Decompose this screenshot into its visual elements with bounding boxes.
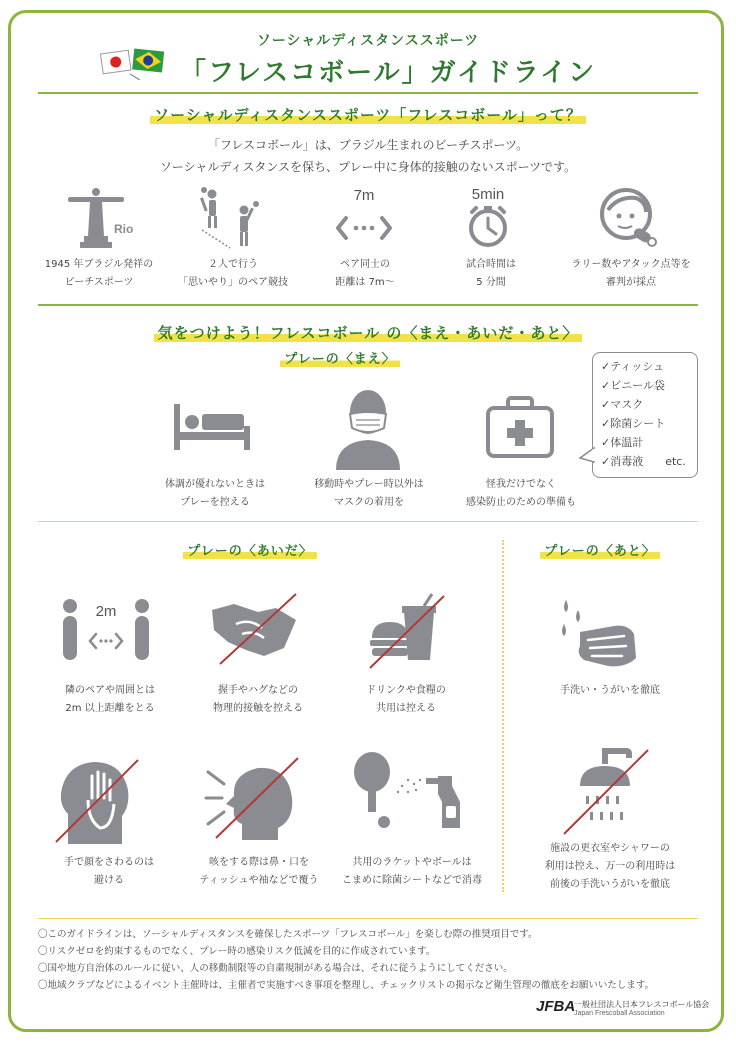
svg-text:7m: 7m (353, 187, 375, 204)
note-4: 〇地域クラブなどによるイベント主催時は、主催者で実施すべき事項を整理し、チェックリストの掲示など衛生管理の徹底をお願いいたします。 (38, 980, 655, 991)
check-tissue: ✓ティッシュ (601, 360, 665, 373)
intro-line-1: 「フレスコボール」は、ブラジル生まれのビーチスポーツ。 (207, 138, 529, 152)
mask-person-icon (326, 384, 410, 470)
org-name-en: Japan Frescoball Association (574, 1010, 665, 1017)
svg-text:5min: 5min (471, 186, 505, 203)
before-heading: プレーの〈まえ〉 (240, 348, 440, 367)
caption-scoring: ラリー数やアタック点等を 審判が採点 (571, 259, 691, 288)
flags-icon (100, 46, 166, 80)
hand-wash-icon (556, 596, 640, 672)
caption-sick: 体調が優れないときは プレーを控える (165, 479, 265, 508)
caption-no-sharing: ドリンクや食糧の 共用は控える (366, 685, 446, 714)
caption-no-face-touch: 手で顔をさわるのは 避ける (64, 857, 154, 886)
svg-text:Rio: Rio (114, 222, 134, 236)
divider (38, 521, 698, 522)
distance-arrows-icon (334, 184, 394, 246)
check-disinfectant: ✓消毒液 etc. (601, 455, 686, 468)
divider (38, 304, 698, 306)
intro-line-2: ソーシャルディスタンスを保ち、プレー中に身体的接触のないスポーツです。 (159, 160, 577, 174)
caption-no-shower: 施設の更衣室やシャワーの 利用は控え、万一の利用時は 前後の手洗いうがいを徹底 (544, 843, 676, 890)
caption-time: 試合時間は 5 分間 (466, 259, 516, 288)
bubble-tail (578, 446, 596, 466)
note-3: 〇国や地方自治体のルールに従い、人の移動制限等の自粛規制がある場合は、それに従うようにしてください。 (38, 963, 513, 974)
caption-keep-distance: 隣のペアや周囲とは 2m 以上距離をとる (65, 685, 155, 714)
check-plastic-bag: ✓ビニール袋 (601, 379, 665, 392)
jfba-logo: JFBA (536, 998, 576, 1015)
note-2: 〇リスクゼロを約束するものでなく、プレー時の感染リスク低減を目的に作成されています。 (38, 946, 436, 957)
caption-pair: ２人で行う 「思いやり」のペア競技 (178, 259, 288, 288)
note-1: 〇このガイドラインは、ソーシャルディスタンスを確保したスポーツ「フレスコボール」を楽しむ際の推奨項目です。 (38, 929, 538, 940)
bed-icon (170, 398, 254, 456)
divider (38, 92, 698, 94)
caption-mask: 移動時やプレー時以外は マスクの着用を (314, 479, 424, 508)
after-heading: プレーの〈あと〉 (530, 540, 670, 559)
caption-prepare: 怪我だけでなく 感染防止のための準備も (466, 479, 576, 508)
org-name: 一般社団法人日本フレスコボール協会 (574, 1000, 710, 1009)
checklist-bubble (592, 352, 698, 478)
section1-heading: ソーシャルディスタンススポーツ「フレスコボール」って？ (0, 104, 736, 125)
check-mask: ✓マスク (601, 398, 644, 411)
caption-hand-wash: 手洗い・うがいを徹底 (560, 685, 660, 696)
check-sanitizing-wipes: ✓除菌シート (601, 417, 666, 430)
caption-cough-etiquette: 咳をする際は鼻・口を ティッシュや袖などで覆う (199, 857, 319, 886)
referee-whistle-icon (596, 184, 660, 252)
two-meter-distance-icon (56, 596, 156, 664)
no-face-touch-icon (52, 754, 142, 846)
no-food-sharing-icon (364, 592, 450, 670)
rio-statue-icon (62, 186, 138, 250)
caption-origin: 1945 年ブラジル発祥の ビーチスポーツ (44, 259, 154, 288)
caption-disinfect: 共用のラケットやボールは こまめに除菌シートなどで消毒 (342, 857, 482, 886)
column-divider (502, 540, 504, 892)
no-shower-icon (556, 742, 652, 838)
pair-players-icon (196, 184, 266, 252)
page-title: 「フレスコボール」ガイドライン (180, 58, 597, 88)
no-handshake-icon (206, 590, 302, 668)
page-subtitle: ソーシャルディスタンススポーツ (256, 33, 480, 49)
disinfect-racket-icon (352, 750, 472, 836)
caption-distance: ペア同士の 距離は 7m〜 (335, 259, 395, 288)
check-thermometer: ✓体温計 (601, 436, 644, 449)
during-heading: プレーの〈あいだ〉 (150, 540, 350, 559)
first-aid-kit-icon (484, 392, 556, 462)
divider (38, 918, 698, 919)
caption-no-contact: 握手やハグなどの 物理的接触を控える (213, 685, 303, 714)
stopwatch-icon (458, 184, 518, 250)
section2-heading: 気をつけよう！フレスコボール の〈まえ・あいだ・あと〉 (0, 322, 736, 343)
notes (38, 926, 698, 994)
svg-text:2m: 2m (95, 603, 117, 620)
no-cough-icon (202, 754, 302, 842)
